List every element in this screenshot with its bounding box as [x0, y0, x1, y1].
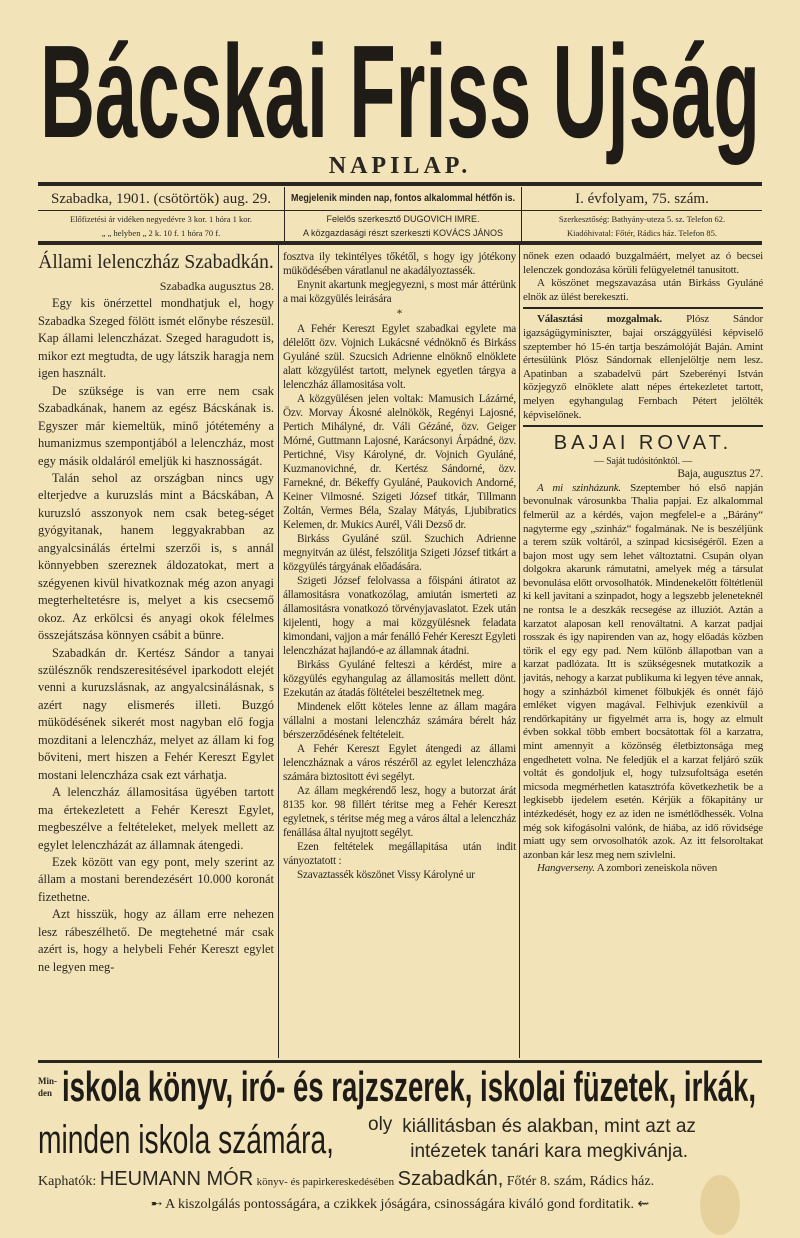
paragraph: Ezen feltételek megállapitása után indit ványoztatott : [283, 841, 516, 867]
masthead [0, 20, 800, 170]
ad-headline-svg [60, 1064, 760, 1110]
paragraph: Enynit akartunk megjegyezni, s most már áttérünk a mai közgyülés leirására [283, 279, 516, 305]
issue-volume: I. évfolyam, 75. szám. [575, 190, 709, 207]
paper-stain [700, 1175, 740, 1235]
masthead-svg [0, 20, 800, 170]
header-rule-top [38, 182, 762, 186]
section-rule [523, 425, 763, 427]
column-3 [523, 250, 763, 1056]
paragraph: A köszönet megszavazása után Birkáss Gyuláné elnök az ülést berekeszti. [523, 277, 763, 303]
ad-address: Főtér 8. szám, Rádics ház. [506, 1174, 655, 1189]
ad-every-school-svg [38, 1113, 338, 1165]
section-separator-star: * [396, 308, 403, 320]
editor-line: A közgazdasági részt szerkeszti KOVÁCS JÁNOS [302, 228, 504, 238]
ad-quality-line: kiállitásban és alakban, mint azt az [402, 1116, 696, 1137]
column-divider [278, 244, 279, 1058]
ad-footer-row [38, 1196, 762, 1213]
article-dateline: Szabadka augusztus 28. [159, 279, 274, 293]
ad-minden [38, 1075, 60, 1099]
paragraph: A Fehér Kereszt Egylet átengedi az állami lelenczháznak a város részéről az egylet lelenczháza számára biztositott évi segélyt. [283, 743, 516, 783]
paragraph: Szabadkán dr. Kertész Sándor a tanyai szülésznők rendszeresitésével iparkodott elejét venni a kuruzslásnak, az angyalcsinálásnak, s azért nagy elismerés illeti. Buzgó müködésének sikerét most nagyban elő fogja mozditani a lelenczház, melyet az állam ki fog bőviteni, mert hiszen a Fehér Kereszt Egylet mostani lelenczháza csak ezt várhatja. [38, 645, 274, 782]
ad-available-label: Kaphatók: [38, 1174, 97, 1189]
ad-oly: oly [368, 1114, 393, 1135]
section-heading: BAJAI ROVAT. [553, 432, 733, 455]
ad-vendor-row [38, 1168, 762, 1191]
ad-minden-part: den [38, 1088, 53, 1098]
news-lead: A mi szinházunk. [537, 481, 621, 494]
office-info [522, 212, 762, 241]
paragraph: Szavaztassék köszönet Vissy Károlyné ur [297, 869, 475, 881]
paragraph: Birkáss Gyuláné felteszi a kérdést, mire a közgyülés egyhangulag az államositás mellett dönt. Ezekután az átadás föltételei beszéltetnek meg. [283, 659, 516, 699]
ad-footer: A kiszolgálás pontosságára, a czikkek jóságára, csinosságára kiváló gond forditatik. [165, 1197, 635, 1212]
article-title: Állami lelenczház Szabadkán. [38, 252, 274, 273]
paragraph: A Fehér Kereszt Egylet szabadkai egylete ma délelőtt özv. Vojnich Lukácsné védnöknő és Birkáss Gyuláné szül. Szucsich Adrienne elnöknő elnöklete alatt közgyülést tartott, melynek egyetlen tárgya a lelenczház államositása volt. [283, 323, 516, 391]
column-1 [38, 250, 274, 1056]
paragraph: Az állam megkérendő lesz, hogy a butorzat árát 8135 kor. 98 fillért téritse meg a Fehér Kereszt egyletnek, s téritse még meg a város által a lelenczház fenállása által nyujtott segélyt. [283, 785, 516, 839]
ad-headline: iskola könyv, iró- és rajzszerek, iskolai füzetek, irkák, [62, 1064, 756, 1110]
concert-news [523, 862, 763, 876]
ad-city: Szabadkán, [397, 1168, 504, 1190]
news-text: Plósz Sándor igazságügyminiszter, bajai országgyülési képviselő szeptember hó 15-én tartja beszámolóját Baján. Amint értesülünk Plósz Sándornak ellenjelöltje nem lesz. Apatinban a szabadelvü párt Szeberényi István közjegyző elnöklete alatt népes értekezletet tartott, melyen egyhangulag Fernbach Pétert jelölték képviselőnek. [523, 313, 763, 421]
price-line: Előfizetési ár vidéken negyedévre 3 kor. 1 hóra 1 kor. [70, 214, 252, 224]
paragraph: nőnek ezen odaadó buzgalmáért, melyet az ó becsei lelenczek gondozása körüli felügyeletnél tanusitott. [523, 250, 763, 276]
paragraph: Birkáss Gyuláné szül. Szuchich Adrienne megnyitván az ülést, felszólitja Szigeti József titkárt a közgyülés tárgyának előadására. [283, 533, 516, 573]
section-rule [523, 307, 763, 309]
ad-minden-part: Min- [38, 1076, 57, 1086]
ad-shop: könyv- és papirkereskedésében [256, 1176, 395, 1188]
newspaper-subtitle: NAPILAP. [328, 153, 472, 179]
header-row-2 [38, 212, 762, 241]
election-news [523, 313, 763, 422]
office-line: Szerkesztőség: Bathyány-uteza 5. sz. Telefon 62. [558, 214, 726, 224]
arrow-right-icon: ➸ [150, 1197, 163, 1212]
section-dateline: Baja, augusztus 27. [677, 468, 763, 481]
paragraph: Talán sehol az országban nincs ugy elterjedve a kuruzslás mint a Bácskában, A kuruzsló asszonyok nem csak beteg-séget gyógyitanak, hanem leggyakrabban az angyalcsinálás értelmi szerzői is, s annál könnyebben szereznek áldozatokat, mert a szégyenen kivül hivatkoznak még azon anyagi megterheltetésre is, melyet a kis csecsemő okoz. Az erkölcsi és anyagi okok félelmes összejátszása könnyen csábit a bünre. [38, 470, 274, 643]
paragraph: A lelenczház államositása ügyében tartott ma értekezletett a Fehér Kereszt Egylet, megbeszélve a feltételeket, melyek mellett az egylet lelenczházát az államnak átengedi. [38, 785, 274, 852]
editors [284, 212, 522, 241]
newspaper-title: Bácskai Friss Ujság [40, 20, 760, 165]
price-line: „ „ helyben „ 2 k. 10 f. 1 hóra 70 f. [101, 228, 221, 238]
paragraph: Szigeti József felolvassa a főispáni átiratot az államositásra vonatkozólag, amiután ismerteti az államositásra vonatkozó törvényjavaslatot. Ezek után kijelenti, hogy a mai közgyülésnek feladata kimondani, vajjon a már fenálló Fehér Kereszt Egyleti lelenczházat hajlandó-e az államnak átadni. [283, 575, 516, 657]
arrow-left-icon: ⇜ [637, 1197, 650, 1212]
subscription-prices [38, 212, 284, 241]
ad-quality-text [402, 1114, 696, 1164]
news-lead: Hangverseny. [537, 862, 595, 875]
issue-date: Szabadka, 1901. (csötörtök) aug. 29. [51, 190, 271, 207]
paragraph: Egy kis önérzettel mondhatjuk el, hogy Szabadka Szeged fölött ismét előnybe részesül. Kap állami lelenczházat. Szeged haragudott is, mikor ezt megtudta, de ugy látszik haragja nem igen használt. [38, 296, 274, 381]
news-lead: Választási mozgalmak. [537, 313, 662, 326]
ad-second-row [38, 1112, 762, 1166]
advertisement-rule [38, 1060, 762, 1063]
paragraph: A közgyülésen jelen voltak: Mamusich Lázárné, Özv. Morvay Ákosné alelnökök, Regényi Lajosné, Pertich Mihályné, dr. Váli Gézáné, özv. Geiger Mórné, Guttmann Lajosné, Karácsonyi Árpádné, özv. Pertichné, Visy Károlyné, dr. Vojnich Gyuláné, Kuzmanovichné, dr. Kertész Sándorné, özv. Farnekné, dr. Békeffy Gyuláné, Paukovich Andorné, Keiner Vilmosné. Szigeti József titkár, Tillmann Zoltán, Vermes Béla, Szalay Mátyás, Ljubibratics Kelemen, dr. Mukics Aurél, Váli Dezső dr. [283, 393, 516, 531]
ad-firm-name: HEUMANN MÓR [99, 1168, 254, 1190]
paragraph: Ezek között van egy pont, mely szerint az állam a mostani berendezésért 10.000 koronát fizethetne. [38, 854, 274, 904]
paragraph: De szüksége is van erre nem csak Szabadkának, hanem az egész Bácskának is. Egyszer már kiemeltük, minő jótétemény a humanizmus szempontjából a lelenczház, most egy másik oldaláról emeljük ki hasznosságát. [38, 383, 274, 468]
header-rule-bottom [38, 241, 762, 245]
office-line: Kiadóhivatal: Főtér, Rádics ház. Telefon 85. [567, 228, 717, 238]
paragraph: Mindenek előtt köteles lenne az állam magára vállalni a mostani lelenczház számára bérelt ház bérszerződésének feltételeit. [283, 701, 516, 741]
paragraph: fosztva ily tekintélyes tőkétől, s hogy igy jótékony müködésében váratlanul ne akadályoztassék. [283, 251, 516, 277]
paragraph: Azt hisszük, hogy az állam erre nehezen lesz rábeszélhető. De megtehetné már csak azért is, hogy a helybeli Fehér Kereszt egylet ne legyen meg- [38, 907, 274, 974]
section-subtitle: — Saját tudósitónktól. — [594, 456, 692, 468]
column-divider [519, 244, 520, 1058]
column-2 [283, 250, 516, 1056]
publication-frequency-svg [285, 187, 521, 207]
ad-quality-line: intézetek tanári kara megkivánja. [410, 1141, 688, 1162]
theatre-news [523, 482, 763, 863]
news-text: A zombori zeneiskola növen [594, 862, 718, 875]
publication-frequency-cell [284, 187, 522, 212]
header-row-1 [38, 188, 762, 210]
publication-frequency: Megjelenik minden nap, fontos alkalommal hétfőn is. [291, 191, 516, 204]
header-rule-mid [38, 210, 762, 211]
news-text: Szeptember hó első napján bevonulnak városunkba Thalia papjai. Ez alkalommal felmerül az a kérdés, vajon megfelel-e a „Bárány“ nagyterme egy „szinház“ fogalmának. Ne is beszéljünk a terem szük voltáról, a szinpad kicsiségéről. Ezen a bajon most ugy sem lehet változtatni. Csupán olyan dolgokra akarunk rámutatni, amelyek még a társulat bevonulása előtt orvosolhatók. Mindenekelőtt föltétlenül ki kell javitani a szinpadot, hogy a legszebb jeleneteknél ne rontsa le a deszkák recsegése az illuziót. Aztán a karzatot alaposan kell renováltatni. A karzat padjai rosszak és igy napirenden van az, hogy előadás közben törik el egy egy pad. Nem különb állapotban van a karzat padlózata. Itt is szükségesnek mutatkozik a javitás, nehogy a karzat publikuma ki legyen téve annak, hogy a szinházból kimenet fölbukjék és onnét fájó emléket vigyen magával. Felhivjuk ezenkivül a rendőrkapitány ur figyelmét arra is, hogy az elmult évben sokkal több embert bocsátottak föl a karzatra, mint amennyit a közönség életbiztonsága meg engedhetett volna. Ne feledjük el a karzat feljáró szük voltát és gondoljuk el, hogy tulzsufoltsága esetén micsoda megmérhetlen katasztrófa következhetik be a legkisebb ijedelem esetén. Kérjük a főkapitány ur intézkedését, hogy ez az iden ne ismétlődhessék. Volna még sok kifogásolni valónk, de hiába, az idő rövidsége miatt ugy sem orvosolhatók azok. Az itt felsoroltakat azonban kár lesz meg nem szivlelni. [523, 481, 763, 861]
ad-headline-row [38, 1064, 762, 1110]
ad-every-school: minden iskola számára, [38, 1118, 334, 1162]
editor-line: Felelős szerkesztő DUGOVICH IMRE. [326, 214, 480, 224]
